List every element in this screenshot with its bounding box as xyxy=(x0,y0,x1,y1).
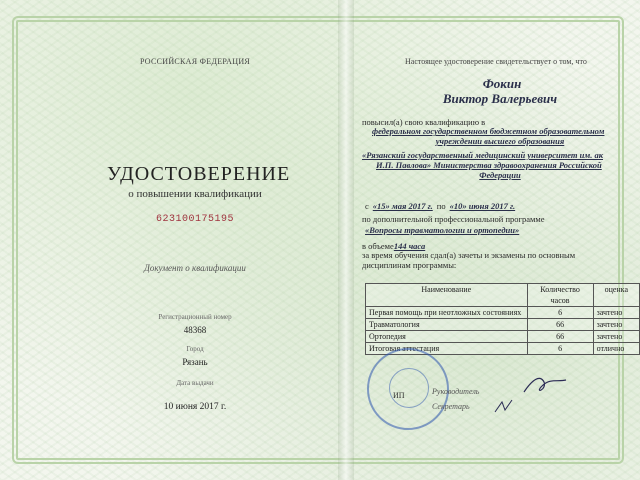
exams-line-1: за время обучения сдал(а) зачеты и экзамены по основным xyxy=(362,250,576,260)
header-grade: оценка xyxy=(593,284,639,307)
institution-line-2: учреждении высшего образования xyxy=(435,136,565,146)
header-name: Наименование xyxy=(366,284,528,307)
discipline-grade: зачтено xyxy=(593,331,639,343)
discipline-grade: отлично xyxy=(593,343,639,355)
discipline-name: Итоговая аттестация xyxy=(366,343,528,355)
certificate-number: 623100175195 xyxy=(155,214,234,225)
institution-line-1: федеральном государственном бюджетном образовательном xyxy=(372,126,605,136)
holder-given-names: Виктор Валерьевич xyxy=(442,91,558,106)
discipline-hours: 66 xyxy=(527,319,593,331)
university-line-1: «Рязанский государственный медицинский университет им. ак xyxy=(362,150,604,160)
disciplines-table xyxy=(365,283,640,355)
university-line-2: И.П. Павлова» Министерства здравоохранения Российской xyxy=(376,160,602,170)
qualified-text: повысил(а) свою квалификацию в xyxy=(362,117,486,127)
table-row xyxy=(366,319,640,331)
stamp-emblem xyxy=(389,368,429,408)
exams-line-2: дисциплинам программы: xyxy=(362,260,457,270)
stamp-text: ИП xyxy=(393,391,405,400)
document-type: Документ о квалификации xyxy=(144,263,246,273)
city-label: Город xyxy=(186,345,204,353)
discipline-grade: зачтено xyxy=(593,319,639,331)
header-hours: Количество часов xyxy=(527,284,593,307)
period-mid: по xyxy=(436,201,446,211)
center-fold xyxy=(338,0,354,480)
discipline-hours: 6 xyxy=(527,307,593,319)
period-end: «10» июня 2017 г. xyxy=(449,201,516,211)
intro-text: Настоящее удостоверение свидетельствует о том, что xyxy=(405,57,587,66)
secretary-signature xyxy=(492,396,516,416)
certificate-title: УДОСТОВЕРЕНИЕ xyxy=(107,163,291,185)
discipline-name: Ортопедия xyxy=(366,331,528,343)
certificate-subtitle: о повышении квалификации xyxy=(128,188,262,200)
program-name: «Вопросы травматологии и ортопедии» xyxy=(365,225,520,235)
period-start: «15» мая 2017 г. xyxy=(372,201,433,211)
registration-number: 48368 xyxy=(183,325,207,335)
volume-value: 144 часа xyxy=(393,241,426,251)
program-text: по дополнительной профессиональной программе xyxy=(362,214,545,224)
discipline-name: Первая помощь при неотложных состояниях xyxy=(366,307,528,319)
discipline-hours: 6 xyxy=(527,343,593,355)
city-value: Рязань xyxy=(182,357,208,367)
issue-date-label: Дата выдачи xyxy=(176,379,214,387)
period-prefix: с xyxy=(365,201,369,211)
discipline-grade: зачтено xyxy=(593,307,639,319)
table-row xyxy=(366,307,640,319)
discipline-hours: 66 xyxy=(527,331,593,343)
study-period xyxy=(365,196,515,214)
rector-label: Руководитель xyxy=(432,387,480,396)
rector-signature xyxy=(520,370,570,400)
country-label: РОССИЙСКАЯ ФЕДЕРАЦИЯ xyxy=(139,57,251,66)
university-line-3: Федерации xyxy=(479,170,521,180)
discipline-name: Травматология xyxy=(366,319,528,331)
volume-prefix: в объеме xyxy=(362,241,394,251)
issue-date: 10 июня 2017 г. xyxy=(163,402,227,412)
secretary-label: Секретарь xyxy=(432,402,470,411)
table-header-row xyxy=(366,284,640,307)
table-row xyxy=(366,331,640,343)
registration-label: Регистрационный номер xyxy=(158,313,232,321)
holder-surname: Фокин xyxy=(482,76,522,91)
